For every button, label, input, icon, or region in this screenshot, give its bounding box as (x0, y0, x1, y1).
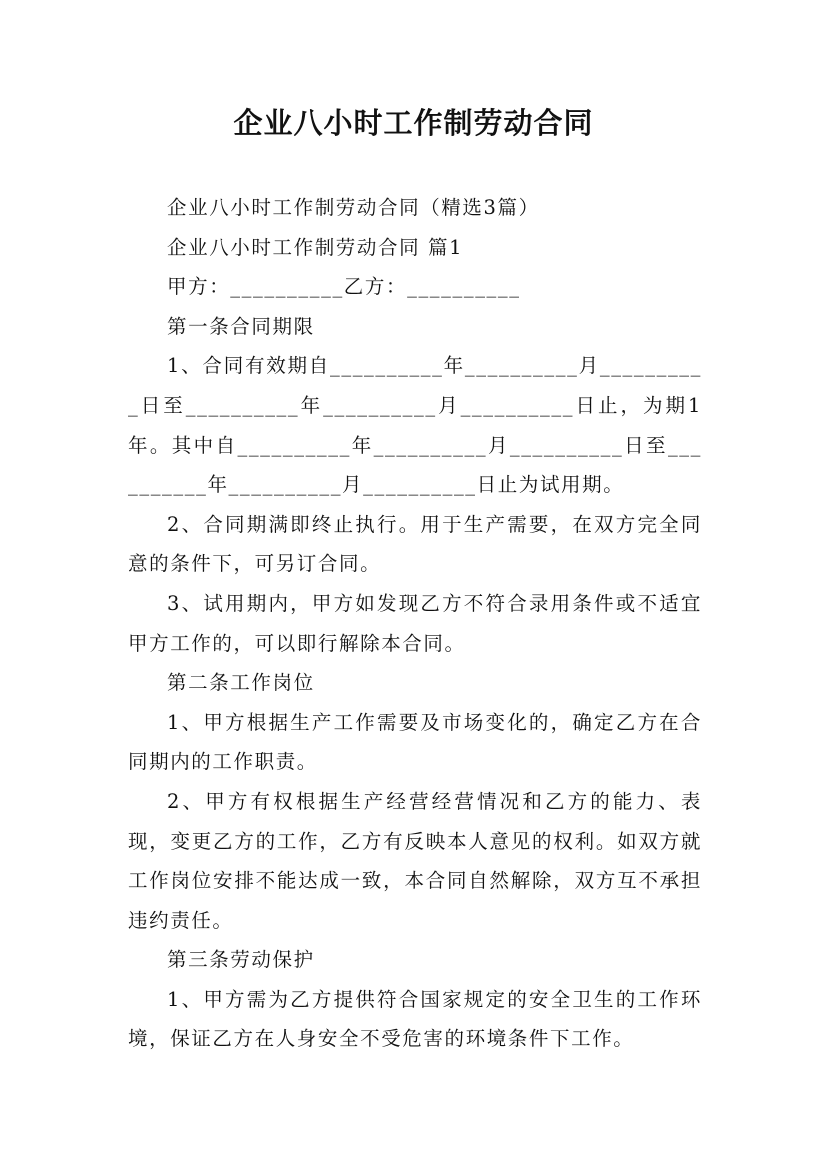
article-3-clause-1: 1、甲方需为乙方提供符合国家规定的安全卫生的工作环境，保证乙方在人身安全不受危害的环境条件下工作。 (128, 987, 702, 1051)
article-2-clause-1: 1、甲方根据生产工作需要及市场变化的，确定乙方在合同期内的工作职责。 (128, 710, 702, 774)
article-1-clause-3: 3、试用期内，甲方如发现乙方不符合录用条件或不适宜甲方工作的，可以即行解除本合同。 (128, 591, 702, 655)
paragraph-parties: 甲方：__________乙方：__________ (167, 275, 521, 299)
article-3-heading: 第三条劳动保护 (167, 948, 315, 972)
paragraph-section-heading: 企业八小时工作制劳动合同 篇1 (167, 235, 464, 259)
article-1-heading: 第一条合同期限 (167, 314, 315, 338)
paragraph-subtitle: 企业八小时工作制劳动合同（精选3篇） (167, 196, 540, 219)
article-2-heading: 第二条工作岗位 (167, 671, 315, 695)
article-1-clause-2: 2、合同期满即终止执行。用于生产需要，在双方完全同意的条件下，可另订合同。 (128, 512, 702, 576)
article-2-clause-2: 2、甲方有权根据生产经营经营情况和乙方的能力、表现，变更乙方的工作，乙方有反映本人意见的权利。如双方就工作岗位安排不能达成一致，本合同自然解除，双方互不承担违约责任。 (128, 789, 702, 932)
article-1-clause-1: 1、合同有效期自__________年__________月__________日至__________年__________月__________日止，为期1年。其中自__________年__________月__________日至__________年__________月__________日止为试用期。 (128, 354, 702, 497)
document-title: 企业八小时工作制劳动合同 (233, 106, 594, 140)
document-body (128, 188, 702, 1059)
